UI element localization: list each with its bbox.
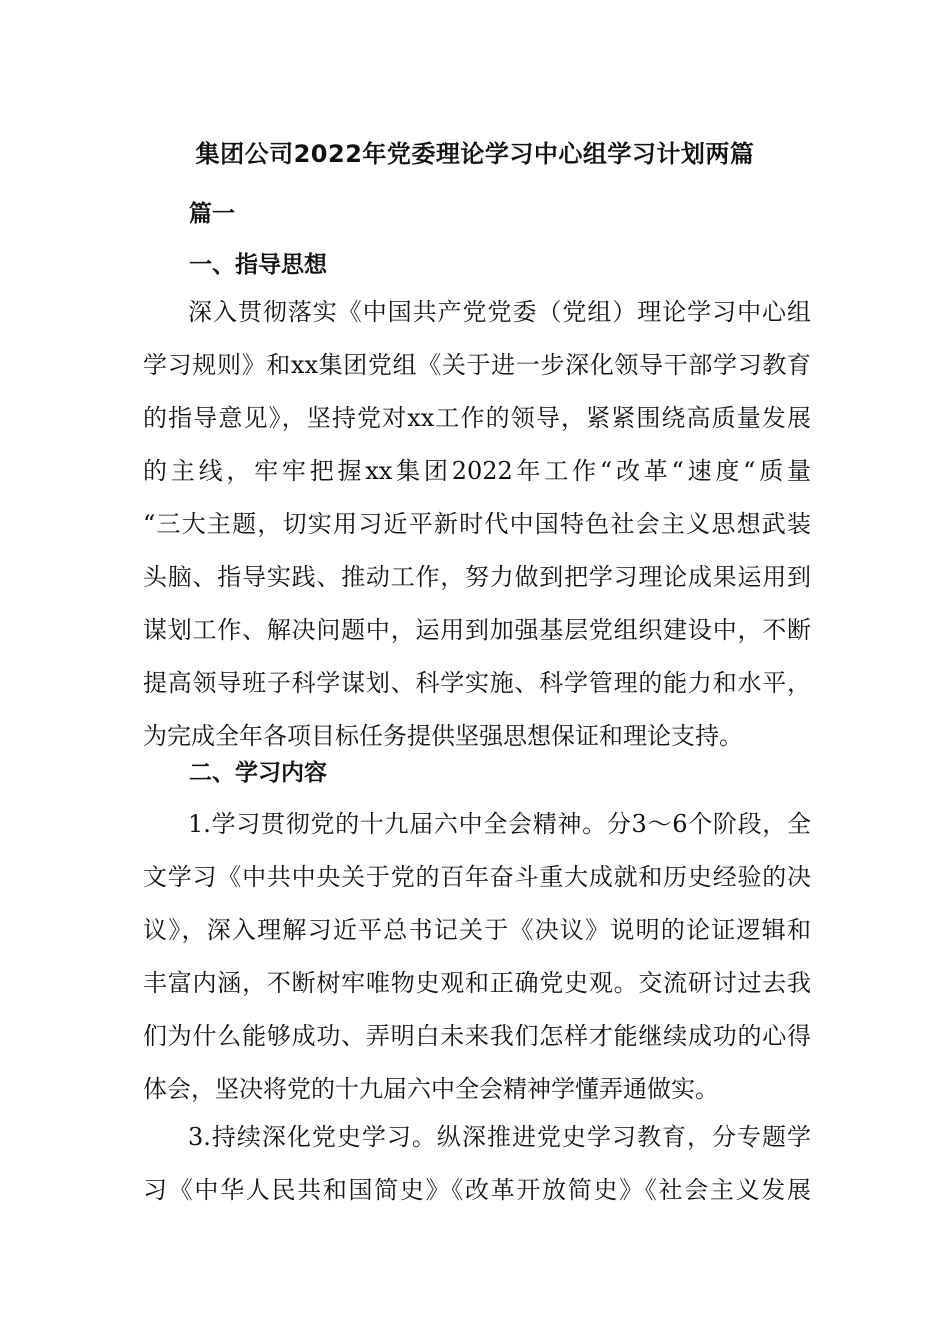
section-heading-study-content: 二、学习内容 bbox=[189, 760, 327, 786]
paragraph-item-1 bbox=[143, 798, 811, 1116]
document-title: 集团公司2022年党委理论学习中心组学习计划两篇 bbox=[195, 140, 755, 168]
paragraph-line: 习《中华人民共和国简史》《改革开放简史》《社会主义发展 bbox=[143, 1176, 811, 1204]
paragraph-line: 的主线，牢牢把握xx集团2022年工作“改革“速度“质量 bbox=[143, 457, 811, 485]
paragraph-line: 3.持续深化党史学习。纵深推进党史学习教育，分专题学 bbox=[188, 1123, 811, 1151]
paragraph-line: 头脑、指导实践、推动工作，努力做到把学习理论成果运用到 bbox=[143, 563, 811, 591]
paragraph-line: 丰富内涵，不断树牢唯物史观和正确党史观。交流研讨过去我 bbox=[143, 969, 811, 997]
paragraph-line: 提高领导班子科学谋划、科学实施、科学管理的能力和水平， bbox=[143, 669, 811, 697]
part-label: 篇一 bbox=[189, 201, 235, 227]
paragraph-line: 们为什么能够成功、弄明白未来我们怎样才能继续成功的心得 bbox=[143, 1022, 811, 1050]
paragraph-guiding-thought bbox=[143, 286, 811, 763]
paragraph-line: 学习规则》和xx集团党组《关于进一步深化领导干部学习教育 bbox=[143, 351, 811, 379]
paragraph-line: 深入贯彻落实《中国共产党党委（党组）理论学习中心组 bbox=[188, 298, 811, 326]
paragraph-line: 1.学习贯彻党的十九届六中全会精神。分3～6个阶段，全 bbox=[188, 810, 811, 838]
section-heading-guiding-thought: 一、指导思想 bbox=[189, 252, 327, 278]
paragraph-line: 谋划工作、解决问题中，运用到加强基层党组织建设中，不断 bbox=[143, 616, 811, 644]
paragraph-line: 的指导意见》，坚持党对xx工作的领导，紧紧围绕高质量发展 bbox=[143, 404, 811, 432]
paragraph-line: “三大主题，切实用习近平新时代中国特色社会主义思想武装 bbox=[143, 510, 811, 538]
paragraph-item-3 bbox=[143, 1111, 811, 1217]
paragraph-line: 为完成全年各项目标任务提供坚强思想保证和理论支持。 bbox=[143, 722, 743, 750]
paragraph-line: 体会，坚决将党的十九届六中全会精神学懂弄通做实。 bbox=[143, 1075, 719, 1103]
paragraph-line: 文学习《中共中央关于党的百年奋斗重大成就和历史经验的决 bbox=[143, 863, 811, 891]
paragraph-line: 议》，深入理解习近平总书记关于《决议》说明的论证逻辑和 bbox=[143, 916, 811, 944]
